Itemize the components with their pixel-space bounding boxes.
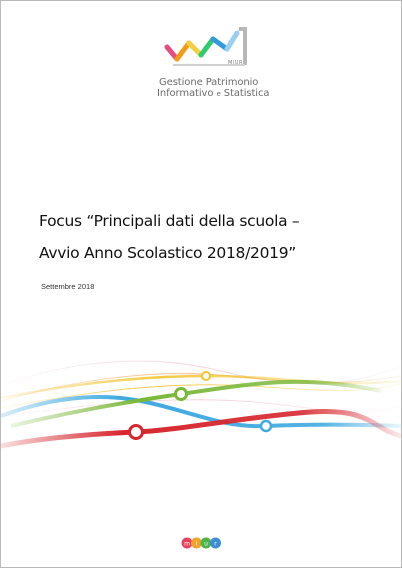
title-line-1: Focus “Principali dati della scuola – bbox=[39, 212, 300, 230]
logo-text-line-2 bbox=[157, 88, 269, 100]
logo-text-statistica: Statistica bbox=[223, 88, 270, 99]
footer-logo-letter-r: r bbox=[214, 540, 217, 548]
logo-text-informativo: Informativo bbox=[157, 88, 214, 99]
decorative-waves bbox=[1, 346, 401, 466]
title-line-2: Avvio Anno Scolastico 2018/2019” bbox=[39, 244, 297, 262]
document-title bbox=[39, 205, 369, 269]
miur-footer-logo bbox=[181, 536, 221, 550]
logo-miur-tag: MIUR bbox=[228, 60, 243, 66]
gestione-patrimonio-logo bbox=[151, 25, 270, 105]
document-date: Settembre 2018 bbox=[41, 282, 95, 291]
logo-text-line-1: Gestione Patrimonio bbox=[159, 77, 259, 88]
wave-node-blue bbox=[261, 421, 271, 431]
logo-text-and: e bbox=[216, 90, 221, 98]
footer-logo-letter-m: m bbox=[184, 540, 190, 548]
wave-node-red bbox=[130, 426, 143, 439]
footer-logo-letter-u: u bbox=[204, 540, 208, 548]
wave-node-green bbox=[176, 389, 187, 400]
wave-node-yellow bbox=[202, 372, 210, 380]
footer-logo-letter-i: i bbox=[195, 540, 198, 548]
